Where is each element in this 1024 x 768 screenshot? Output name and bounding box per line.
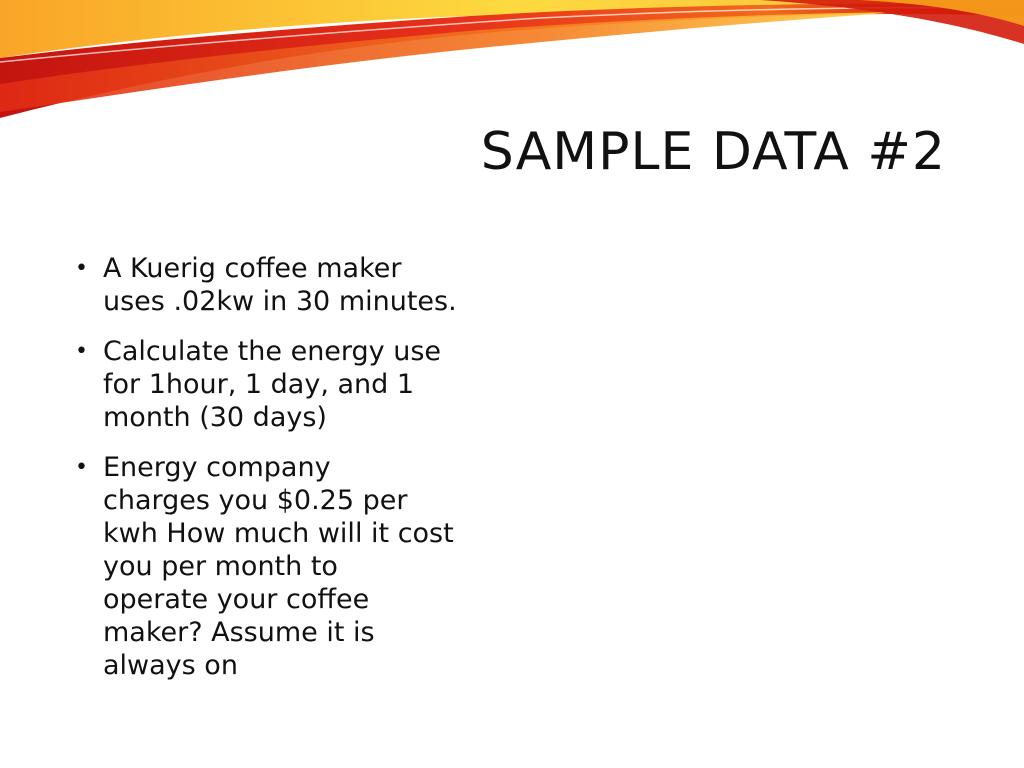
bullet-text: A Kuerig coffee maker uses .02kw in 30 minutes. — [103, 253, 457, 317]
bullet-item — [73, 451, 498, 682]
bullet-icon: • — [75, 256, 88, 281]
bullet-list — [73, 252, 498, 699]
slide-title: SAMPLE DATA #2 — [480, 122, 946, 182]
bullet-icon: • — [75, 455, 88, 480]
bullet-icon: • — [75, 339, 88, 364]
bullet-item — [73, 252, 498, 318]
bullet-item — [73, 335, 498, 434]
bullet-text: Calculate the energy use for 1hour, 1 day, and 1 month (30 days) — [103, 336, 442, 433]
bullet-text: Energy company charges you $0.25 per kwh How much will it cost you per month to operate your coffee maker? Assume it is always on — [103, 452, 454, 681]
decorative-ribbon-graphic — [0, 0, 1024, 140]
